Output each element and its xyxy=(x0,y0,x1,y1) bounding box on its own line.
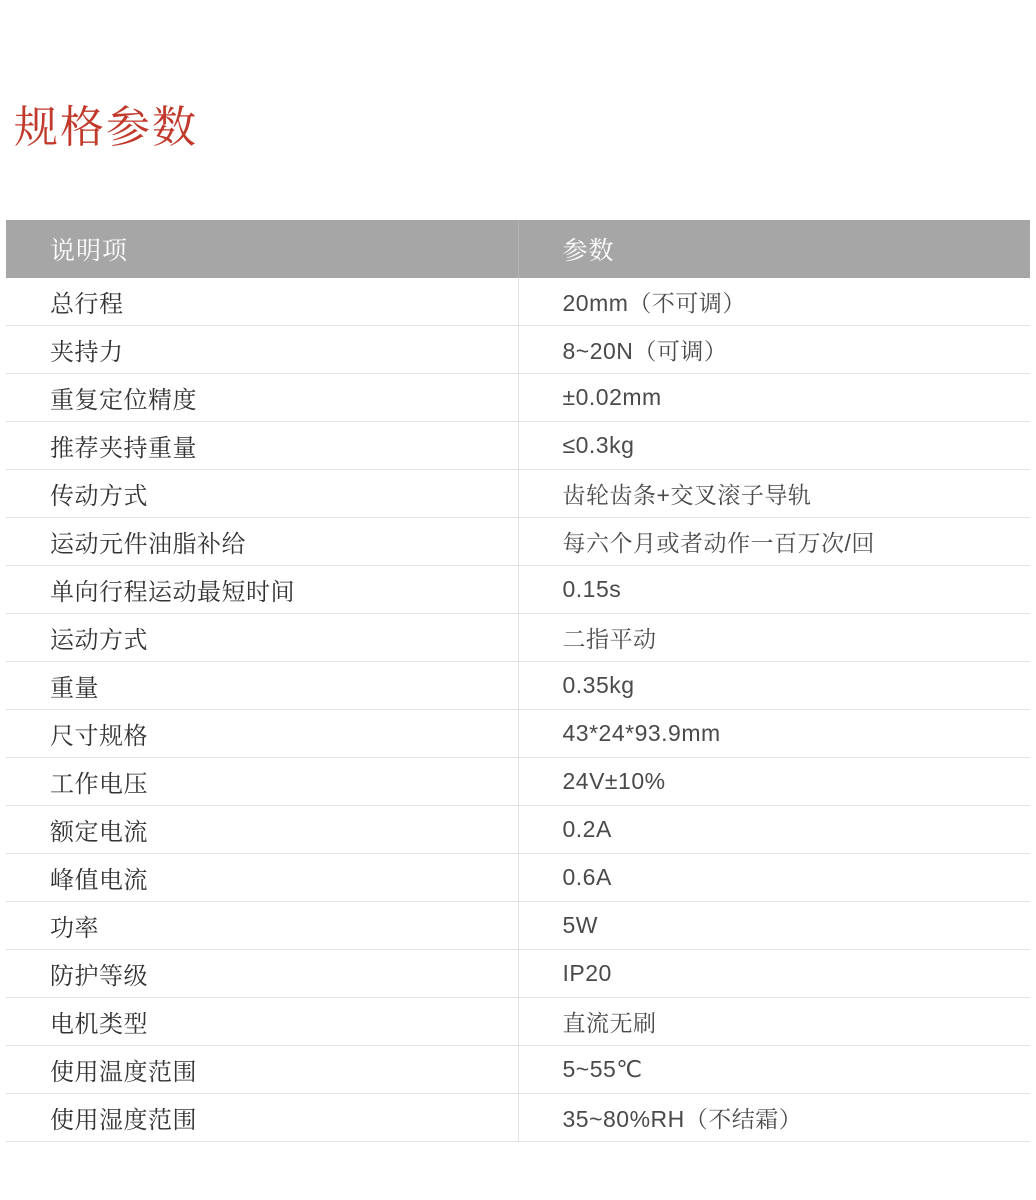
table-row xyxy=(6,1046,1030,1094)
table-row xyxy=(6,758,1030,806)
spec-table-container xyxy=(0,220,1036,1142)
row-label: 传动方式 xyxy=(6,470,518,518)
row-value: 0.15s xyxy=(518,566,1030,614)
row-label: 运动方式 xyxy=(6,614,518,662)
specification-table xyxy=(6,220,1030,1142)
row-label: 重量 xyxy=(6,662,518,710)
row-label: 使用温度范围 xyxy=(6,1046,518,1094)
row-value: 5~55℃ xyxy=(518,1046,1030,1094)
row-value: 8~20N（可调） xyxy=(518,326,1030,374)
table-header xyxy=(6,220,1030,278)
table-header-row xyxy=(6,220,1030,278)
table-row xyxy=(6,326,1030,374)
column-header-parameter: 参数 xyxy=(518,220,1030,278)
table-row xyxy=(6,374,1030,422)
row-value: 每六个月或者动作一百万次/回 xyxy=(518,518,1030,566)
table-row xyxy=(6,422,1030,470)
table-row xyxy=(6,806,1030,854)
row-value: 43*24*93.9mm xyxy=(518,710,1030,758)
row-label: 使用湿度范围 xyxy=(6,1094,518,1142)
row-label: 电机类型 xyxy=(6,998,518,1046)
table-body xyxy=(6,278,1030,1142)
row-label: 防护等级 xyxy=(6,950,518,998)
table-row xyxy=(6,710,1030,758)
row-value: 20mm（不可调） xyxy=(518,278,1030,326)
table-row xyxy=(6,662,1030,710)
row-label: 峰值电流 xyxy=(6,854,518,902)
row-label: 推荐夹持重量 xyxy=(6,422,518,470)
table-row xyxy=(6,998,1030,1046)
table-row xyxy=(6,902,1030,950)
row-value: 0.6A xyxy=(518,854,1030,902)
row-value: ≤0.3kg xyxy=(518,422,1030,470)
row-label: 额定电流 xyxy=(6,806,518,854)
row-value: 0.35kg xyxy=(518,662,1030,710)
row-value: 24V±10% xyxy=(518,758,1030,806)
table-row xyxy=(6,518,1030,566)
row-value: 齿轮齿条+交叉滚子导轨 xyxy=(518,470,1030,518)
row-label: 重复定位精度 xyxy=(6,374,518,422)
row-label: 单向行程运动最短时间 xyxy=(6,566,518,614)
row-value: 0.2A xyxy=(518,806,1030,854)
table-row xyxy=(6,278,1030,326)
row-value: 直流无刷 xyxy=(518,998,1030,1046)
row-label: 夹持力 xyxy=(6,326,518,374)
table-row xyxy=(6,566,1030,614)
row-label: 功率 xyxy=(6,902,518,950)
row-value: 二指平动 xyxy=(518,614,1030,662)
table-row xyxy=(6,950,1030,998)
row-label: 尺寸规格 xyxy=(6,710,518,758)
table-row xyxy=(6,1094,1030,1142)
row-value: 5W xyxy=(518,902,1030,950)
row-value: IP20 xyxy=(518,950,1030,998)
column-header-item: 说明项 xyxy=(6,220,518,278)
row-label: 运动元件油脂补给 xyxy=(6,518,518,566)
table-row xyxy=(6,470,1030,518)
row-label: 工作电压 xyxy=(6,758,518,806)
page-title: 规格参数 xyxy=(14,103,198,152)
row-label: 总行程 xyxy=(6,278,518,326)
row-value: 35~80%RH（不结霜） xyxy=(518,1094,1030,1142)
table-row xyxy=(6,614,1030,662)
table-row xyxy=(6,854,1030,902)
row-value: ±0.02mm xyxy=(518,374,1030,422)
